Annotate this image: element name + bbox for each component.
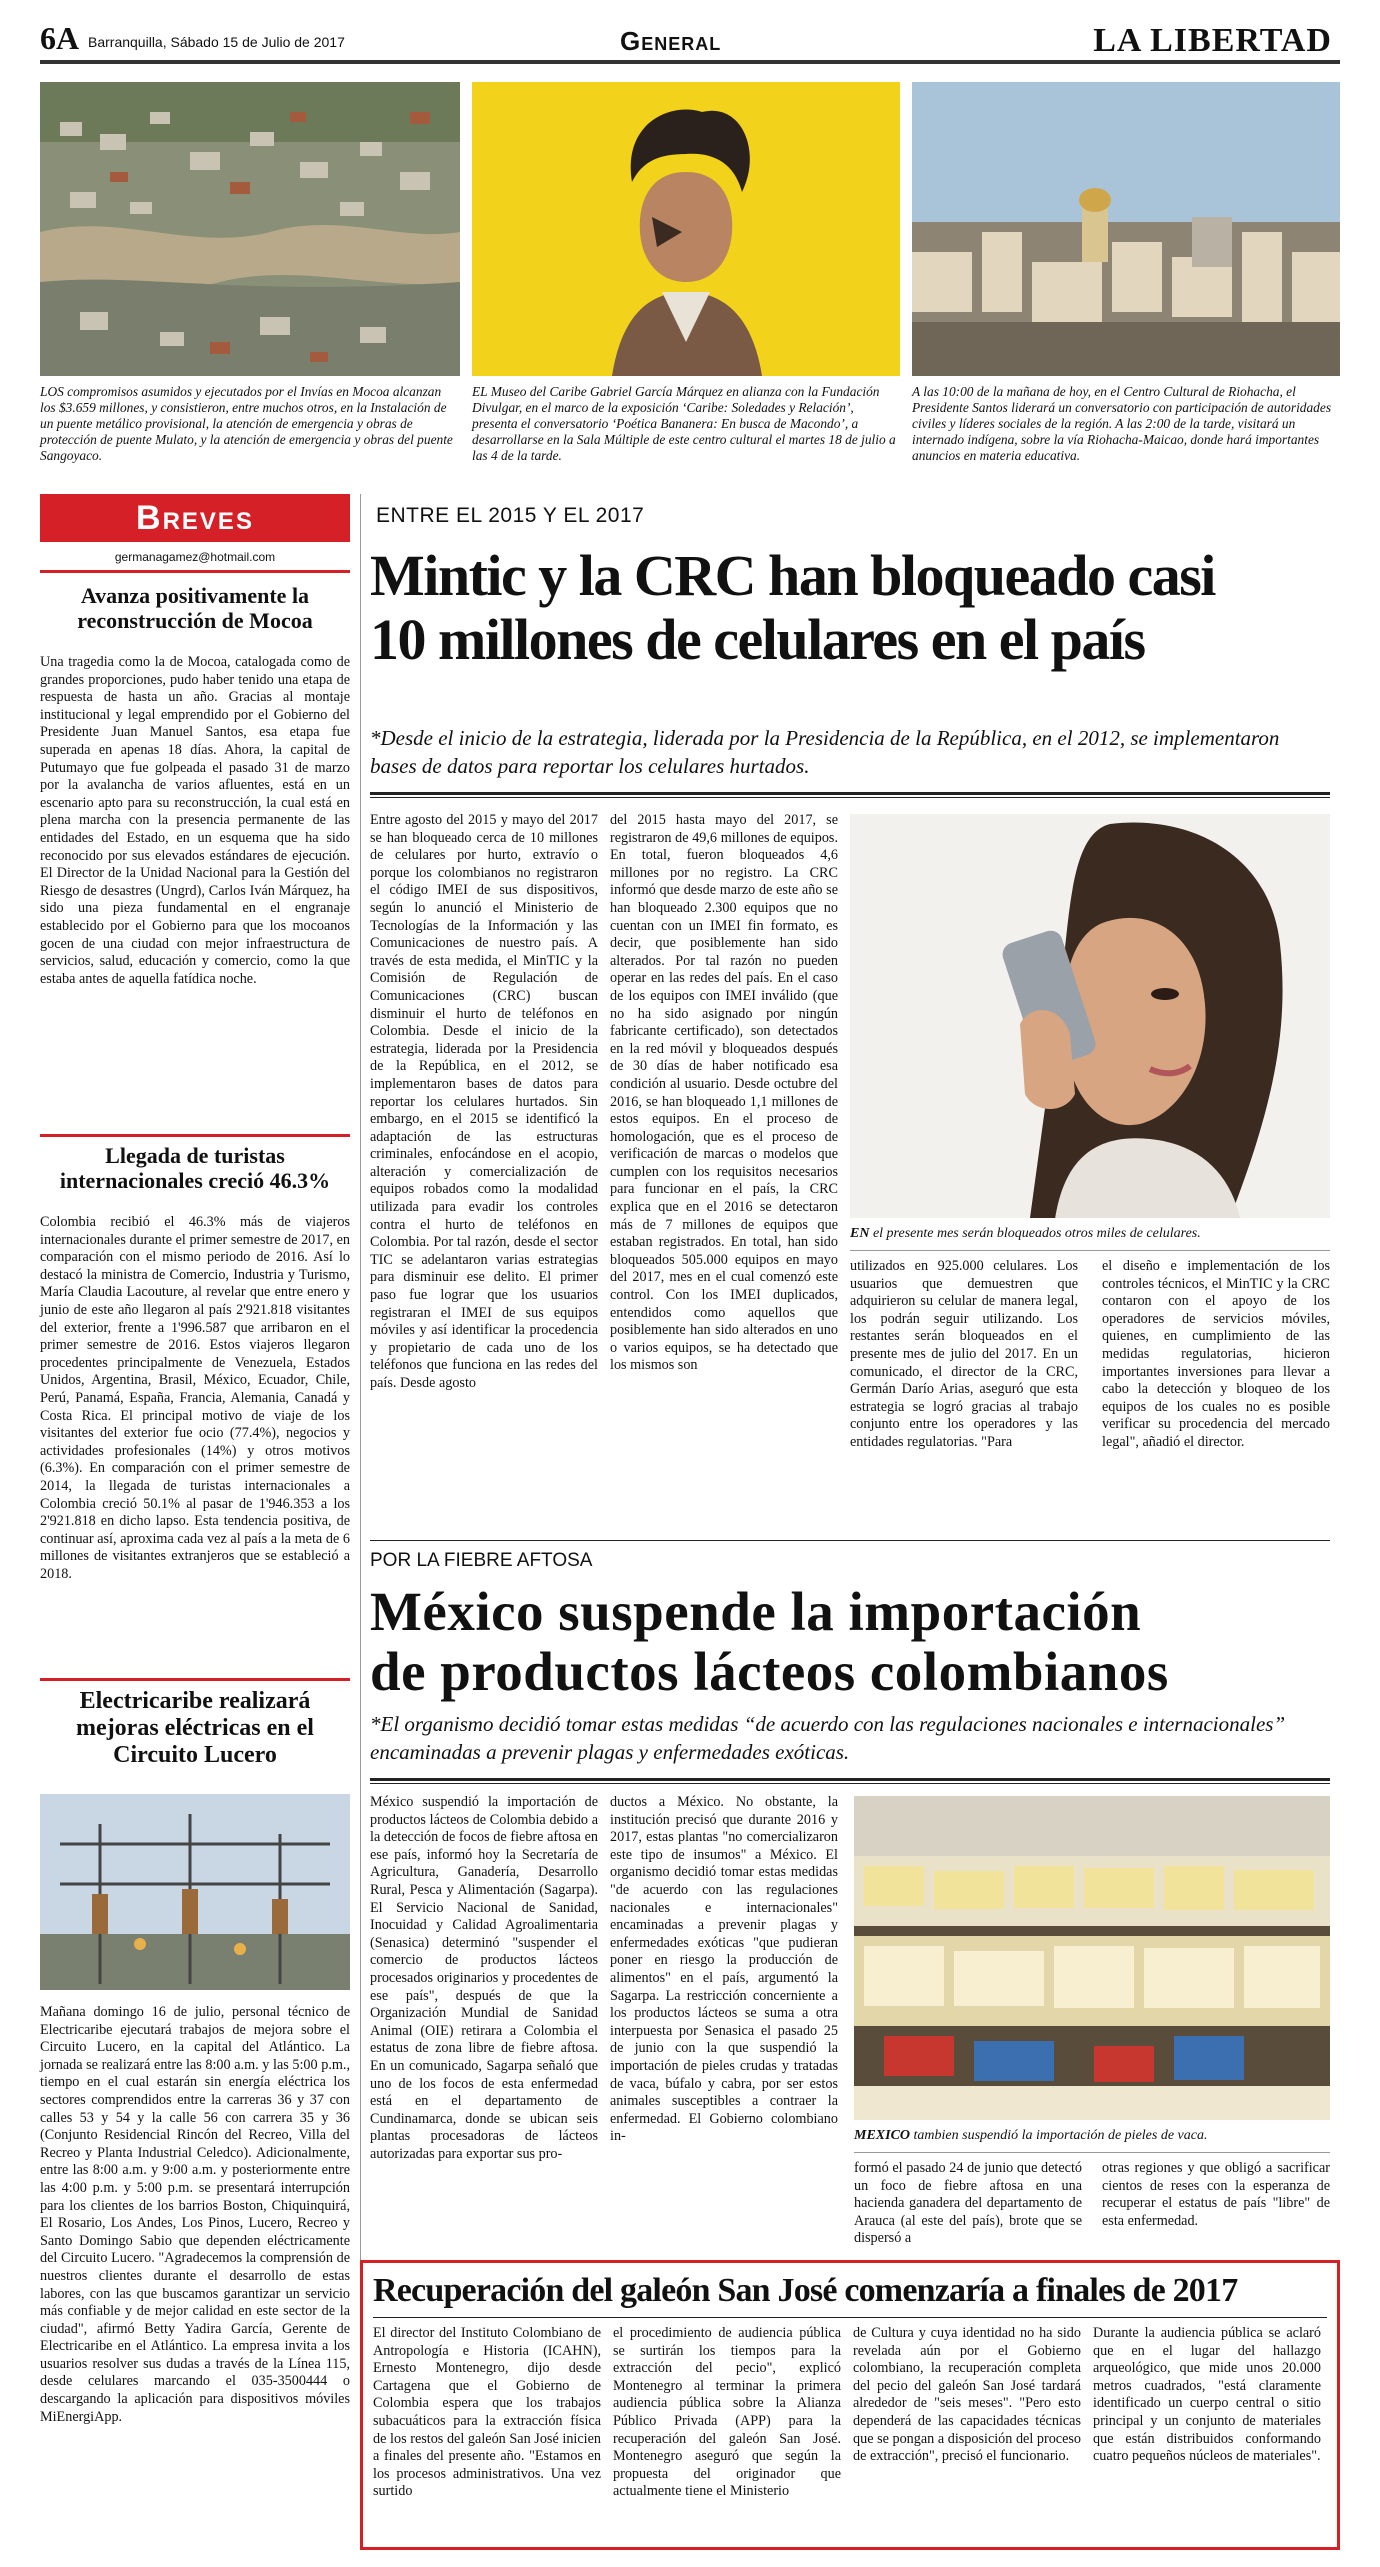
headline-line: de productos lácteos colombianos xyxy=(370,1641,1169,1702)
page-number: 6A xyxy=(40,20,80,56)
deck-rule xyxy=(370,1778,1330,1784)
photo-caption-mocoa: LOS compromisos asumidos y ejecutados por el Invías en Mocoa alcanzan los $3.659 millones, y consistieron, entre muchos otros, en la Instalación de un puente metálico provisional, la atención de emergencia y obras de protección de puente Mulato, y la atención de emergencia y obras del puente Sangoyaco. xyxy=(40,384,453,463)
article-column: Entre agosto del 2015 y mayo del 2017 se han bloqueado cerca de 10 millones de celulares por hurto, extravío o porque los colombianos no registraron el código IMEI de sus dispositivos, según lo anunció el Ministerio de Tecnologías de la Información y las Comunicaciones de nuestro país. A través de esta medida, el MinTIC y la Comisión de Regulación de Comunicaciones (CRC) buscan disminuir el hurto de teléfonos en Colombia. Desde el inicio de la estrategia, liderada por la Presidencia de la República, en el 2012, se implementaron bases de datos para reportar los celulares hurtados. Sin embargo, en el 2015 se identificó la adaptación de las estructuras criminales, enfocándose en el acopio, alteración y comercialización de equipos robados como la modalidad utilizada para evadir los controles contra el hurto de teléfonos en Colombia. Por tal razón, desde el sector TIC se adelantaron varias estrategias para disminuir ese delito. El primer paso fue lograr que los usuarios registraran el IMEI de sus equipos móviles y así identificar la procedencia y propietario de cada uno de los teléfonos que funciona en las redes del país. Desde agosto xyxy=(370,812,598,1391)
caption-rule xyxy=(850,1250,1330,1251)
caption-lead: MEXICO xyxy=(854,2128,911,2143)
breves-email: germanagamez@hotmail.com xyxy=(114,550,276,564)
article-column: de Cultura y cuya identidad no ha sido revelada aún por el Gobierno colombiano, la recuperación completa del pecio del galeón San José tardará alrededor de "seis meses". "Pero esto dependerá de las capacidades técnicas que se pongan a disposición del proceso de extracción", precisó el funcionario. xyxy=(853,2325,1081,2465)
caption-text: tambien suspendió la importación de pieles de vaca. xyxy=(910,2128,1208,2143)
story-mintic xyxy=(370,494,1330,1534)
breves-label: Breves xyxy=(136,499,254,537)
brief-separator xyxy=(40,1678,350,1681)
breves-header xyxy=(40,494,350,542)
brief-body-electricaribe: Mañana domingo 16 de julio, personal técnico de Electricaribe ejecutará trabajos de mejora sobre el Circuito Lucero, en la capital del Atlántico. La jornada se realizará entre las 8:00 a.m. y las 5:00 p.m., tiempo en el cual estarán sin energía eléctrica los sectores comprendidos entre la carreras 36 y 37 con calles 53 y 54 y la calle 56 con carrera 35 y 36 (Conjunto Residencial Rincón del Recreo, Villa del Recreo y Planta Industrial Celedco). Adicionalmente, entre las 8:00 a.m. y 9:00 a.m. y posteriormente entre las 4:00 p.m. y 5:00 p.m. se presentará interrupción para los clientes de los barrios Boston, Chiquinquirá, El Rosario, Los Andes, Los Pinos, Lucero, Recreo y Santo Domingo Sabio que dependen eléctricamente del Circuito Lucero. "Agradecemos la comprensión de nuestros clientes durante el desarrollo de estas labores, con las que buscamos garantizar un servicio más confiable y de mejor calidad en este sector de la ciudad", afirmó Betty Yadira García, Gerente de Electricaribe en el Atlántico. La empresa invita a los usuarios resolver sus dudas a través de la Línea 115, desde celulares marcando el 035-3500444 o descargando la aplicación para dispositivos móviles MiEnergiApp. xyxy=(40,2004,350,2425)
headline-line: México suspende la importación xyxy=(370,1581,1142,1642)
photo-caption-lacteos xyxy=(854,2128,1330,2144)
story-deck: *Desde el inicio de la estrategia, liderada por la Presidencia de la República, en el 2012, se implementaron bases de datos para reportar los celulares hurtados. xyxy=(370,726,1280,778)
brief-headline-electricaribe: Electricaribe realizará mejoras eléctricas en el Circuito Lucero xyxy=(76,1688,314,1768)
photo-caption-celulares xyxy=(850,1226,1330,1242)
story-headline: Recuperación del galeón San José comenzaría a finales de 2017 xyxy=(373,2272,1238,2309)
brief-separator xyxy=(40,1134,350,1137)
headline-line: 10 millones de celulares en el país xyxy=(370,607,1145,672)
article-column: otras regiones y que obligó a sacrificar cientos de reses con la esperanza de recuperar el estatus de país "libre" de esta enfermedad. xyxy=(1102,2160,1330,2229)
dateline: Barranquilla, Sábado 15 de Julio de 2017 xyxy=(88,34,345,50)
column-divider xyxy=(360,494,361,2274)
story-mexico xyxy=(370,1540,1330,2250)
museum-performer-photo xyxy=(472,82,900,376)
caption-lead: EN xyxy=(850,1226,870,1241)
caption-rule xyxy=(854,2152,1330,2153)
headline-rule xyxy=(373,2317,1327,2318)
story-kicker: POR LA FIEBRE AFTOSA xyxy=(370,1550,593,1571)
article-column: México suspendió la importación de productos lácteos de Colombia debido a la detección de focos de fiebre aftosa en ese país, informó hoy la Secretaría de Agricultura, Ganadería, Desarrollo Rural, Pesca y Alimentación (Sagarpa). El Servicio Nacional de Sanidad, Inocuidad y Calidad Agroalimentaria (Senasica) determinó "suspender el comercio de productos lácteos procesados originarios y procedentes de ese país", después de que la Organización Mundial de Sanidad Animal (OIE) retirara a Colombia el estatus de zona libre de fiebre aftosa. En un comunicado, Sagarpa señaló que uno de los focos de esta enfermedad está en el departamento de Cundinamarca, donde se ubican seis plantas procesadoras de lácteos autorizadas para exportar sus pro- xyxy=(370,1794,598,2162)
substation-photo xyxy=(40,1794,350,1990)
deck-rule xyxy=(370,792,1330,798)
brief-body-mocoa: Una tragedia como la de Mocoa, catalogada como de grandes proporciones, pudo haber tenido una etapa de respuesta de hasta un año. Gracias al montaje institucional y legal emprendido por el Gobierno del Presidente Juan Manuel Santos, esa etapa fue superada en apenas 18 días. Ahora, la capital de Putumayo que fue golpeada el pasado 31 de marzo por la avalancha de varios afluentes, está en un escenario apto para su reconstrucción, la cual está en plena marcha con la presencia permanente de las entidades del Estado, en un esquema que ha sido reconocido por sus elevados estándares de ejecución. El Director de la Unidad Nacional para la Gestión del Riesgo de desastres (Ungrd), Carlos Iván Márquez, ha sido una pieza fundamental en el engranaje establecido por el Gobierno para que los mocoanos gocen de una ciudad con mejor infraestructura de servicios, salud, educación y comercio, como la que estaba antes de aquella fatídica noche. xyxy=(40,654,350,987)
masthead xyxy=(40,16,1340,64)
story-galeon-box xyxy=(360,2260,1340,2550)
story-kicker: ENTRE EL 2015 Y EL 2017 xyxy=(376,504,645,527)
article-column: el diseño e implementación de los controles técnicos, el MinTIC y la CRC contaron con el apoyo de los operadores de servicios móviles, quienes, en cumplimiento de las medidas regulatorias, hicieron importantes inversiones para llevar a cabo la detección y bloqueo de los equipos de los cuales no es posible verificar su procedencia del mercado legal", añadió el director. xyxy=(1102,1258,1330,1450)
story-deck: *El organismo decidió tomar estas medidas “de acuerdo con las regulaciones nacionales e internacionales” encaminadas a prevenir plagas y enfermedades exóticas. xyxy=(370,1712,1286,1764)
article-column: formó el pasado 24 de junio que detectó un foco de fiebre aftosa en una hacienda ganadera del departamento de Arauca (al este del país), brote que se dispersó a xyxy=(854,2160,1082,2247)
article-column: del 2015 hasta mayo del 2017, se registraron de 49,6 millones de equipos. En total, fueron bloqueados 4,6 millones por no registro. La CRC informó que desde marzo de este año se han bloqueado 2.300 equipos que no cuentan con un IMEI fin formato, es decir, que posiblemente han sido alterados. Por tal razón no pueden operar en las redes del país. En el caso de los equipos con IMEI inválido (que no ha sido asignado por ningún fabricante certificado), son detectados en la red móvil y bloqueados después de 30 días de haber notificado esa condición al usuario. Desde octubre del 2016, se han bloqueado 1,1 millones de estos equipos. En el proceso de homologación, que es el proceso de verificación de marcas o modelos que cumplen con los requisitos necesarios para funcionar en el país, la CRC explica que en el 2016 se detectaron más de 7 millones de equipos que estaban registrados. En total, han sido bloqueados 505.000 equipos en mayo del 2017, mes en el cual comenzó este control. Con los IMEI duplicados, entendidos como aquellos que posiblemente han sido alterados en uno o varios equipos, se ha detectado que los mismos son xyxy=(610,812,838,1374)
article-column: utilizados en 925.000 celulares. Los usuarios que demuestren que adquirieron su celular de manera legal, los podrán seguir utilizando. Los restantes serán bloqueados en el presente mes de julio del 2017. En un comunicado, el director de la CRC, Germán Darío Arias, aseguró que esta estrategia se logró gracias al trabajo conjunto entre los operadores y las entidades regulatorias. "Para xyxy=(850,1258,1078,1450)
brief-body-turistas: Colombia recibió el 46.3% más de viajeros internacionales durante el primer semestre de 2017, en comparación con el mismo periodo de 2016. Así lo destacó la ministra de Comercio, Industria y Turismo, María Claudia Lacouture, al revelar que entre enero y junio de este año llegaron al país 2'921.818 visitantes del exterior, frente a 1'996.587 que arribaron en el primer semestre de 2016. Estos viajeros llegaron procedentes principalmente de Venezuela, Estados Unidos, Argentina, Brasil, México, Ecuador, Chile, Perú, Panamá, España, Francia, Alemania, Canadá y Costa Rica. El principal motivo de viaje de los visitantes del exterior fue ocio (77.4%), negocios y actividades profesionales (14%) y otros motivos (6.3%). En comparación con el primer semestre de 2014, la llegada de turistas internacionales a Colombia creció 50.1% al pasar de 1'946.353 a los 2'921.818 en dicho lapso. Esta tendencia positiva, de continuar así, aproxima cada vez al país a la meta de 6 millones de visitantes extranjeros que se estableció a 2018. xyxy=(40,1214,350,1582)
article-column: ductos a México. No obstante, la institución precisó que durante 2016 y 2017, estas plantas "no comercializaron este tipo de insumos" a México. El organismo decidió tomar estas medidas "de acuerdo con las regulaciones nacionales e internacionales" encaminadas a prevenir plagas y enfermedades exóticas "que pudieran poner en riesgo la producción de alimentos" en el país, argumentó la Sagarpa. La restricción concerniente a los productos lácteos se suma a otra interpuesta por Senasica el pasado 25 de junio con la que suspendió la importación de pieles crudas y tratadas de vaca, búfalo y cabra, por ser estos animales susceptibles a contraer la enfermedad. El Gobierno colombiano in- xyxy=(610,1794,838,2145)
story-headline xyxy=(370,1582,1330,1702)
dairy-shelf-photo xyxy=(854,1796,1330,2120)
brand-logo-text: LA LIBERTAD xyxy=(1093,22,1332,59)
article-column: Durante la audiencia pública se aclaró que en el lugar del hallazgo arqueológico, que mide unos 20.000 metros cuadrados, "está claramente identificado un cuerpo central o sitio principal y un conjunto de materiales que están distribuidos conformando cuatro pequeños núcleos de materiales". xyxy=(1093,2325,1321,2465)
section-name: General xyxy=(620,26,722,56)
headline-line: Mintic y la CRC han bloqueado casi xyxy=(370,543,1215,608)
article-column: El director del Instituto Colombiano de Antropología e Historia (ICAHN), Ernesto Montenegro, dijo desde Cartagena que el Gobierno de Colombia espera que los trabajos subacuáticos para la extracción física de los restos del galeón San José inicien a finales del presente año. "Estamos en los procesos administrativos. Una vez surtido xyxy=(373,2325,601,2500)
story-headline xyxy=(370,544,1330,672)
photo-strip xyxy=(40,82,1340,472)
caption-text: el presente mes serán bloqueados otros miles de celulares. xyxy=(869,1226,1201,1241)
breves-rule xyxy=(40,570,350,573)
photo-caption-riohacha: A las 10:00 de la mañana de hoy, en el Centro Cultural de Riohacha, el Presidente Santos liderará un conversatorio con participación de autoridades civiles y líderes sociales de la región. A las 2:00 de la tarde, visitará un internado indígena, sobre la vía Riohacha-Maicao, donde hará importantes anuncios en materia educativa. xyxy=(912,384,1332,463)
brief-headline-turistas: Llegada de turistas internacionales creció 46.3% xyxy=(59,1143,331,1193)
section-rule xyxy=(370,1540,1330,1541)
article-column: el procedimiento de audiencia pública se surtirán los tiempos para la extracción del pecio", explicó Montenegro al terminar la primera audiencia pública sobre la Alianza Público Privada (APP) para la recuperación del galeón San José. Montenegro aseguró que según la propuesta del originador que actualmente tiene el Ministerio xyxy=(613,2325,841,2500)
breves-sidebar xyxy=(40,494,350,2534)
masthead-rule xyxy=(40,60,1340,64)
mocoa-aerial-photo xyxy=(40,82,460,376)
woman-phone-photo xyxy=(850,814,1330,1218)
brief-headline-mocoa: Avanza positivamente la reconstrucción de Mocoa xyxy=(77,583,313,633)
photo-caption-museum: EL Museo del Caribe Gabriel García Márquez en alianza con la Fundación Divulgar, en el marco de la exposición ‘Caribe: Soledades y Relación’, presenta el conversatorio ‘Poética Bananera: En busca de Macondo’, a desarrollarse en la Sala Múltiple de este centro cultural el martes 18 de julio a las 4 de la tarde. xyxy=(472,384,896,463)
riohacha-cityscape-photo xyxy=(912,82,1340,376)
